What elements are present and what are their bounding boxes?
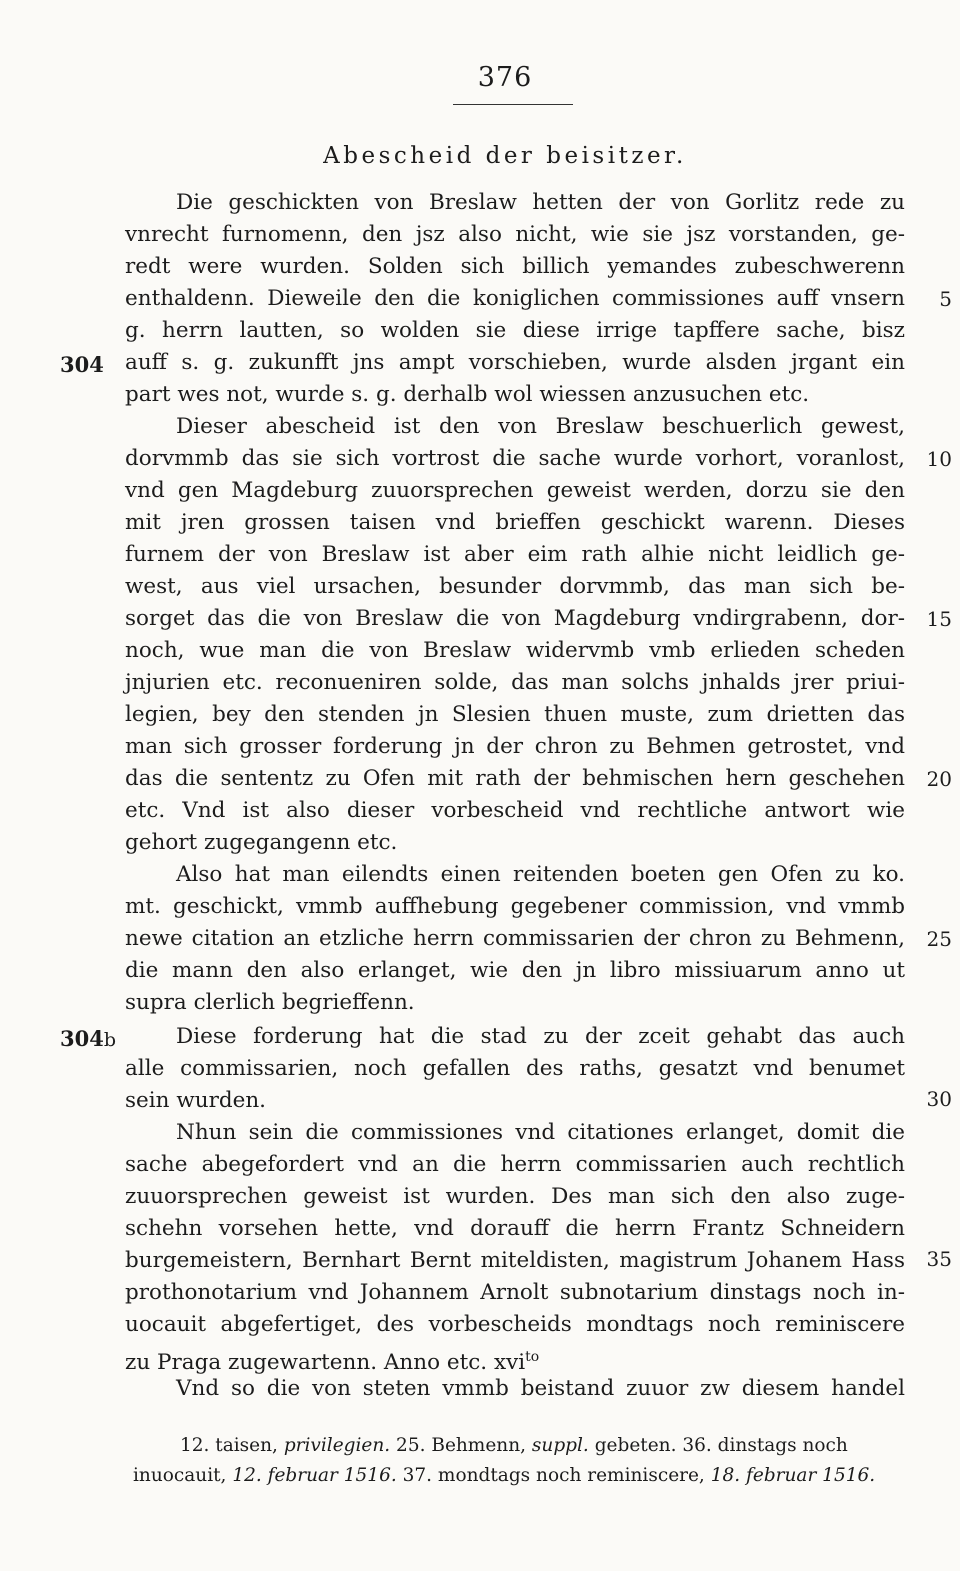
text-line: newe citation an etzliche herrn commissarien der chron zu Behmenn, bbox=[125, 926, 905, 951]
text-line: sorget das die von Breslaw die von Magdeburg vndirgrabenn, dor- bbox=[125, 606, 905, 631]
line-number: 35 bbox=[926, 1247, 952, 1271]
line-number: 30 bbox=[926, 1087, 952, 1111]
footnote-italic: privilegien. bbox=[283, 1435, 391, 1456]
text-line: enthaldenn. Dieweile den die koniglichen commissiones auff vnsern bbox=[125, 286, 905, 311]
text-fragment: zu Praga zugewartenn. Anno etc. xvi bbox=[125, 1350, 526, 1376]
text-line: noch, wue man die von Breslaw widervmb vmb erlieden scheden bbox=[125, 638, 905, 663]
text-line: zuuorsprechen geweist ist wurden. Des man sich den also zuge- bbox=[125, 1184, 905, 1209]
text-line: mit jren grossen taisen vnd brieffen geschickt warenn. Dieses bbox=[125, 510, 905, 535]
text-line bbox=[125, 1342, 905, 1378]
footnote: gebeten. 36. dinstags noch bbox=[594, 1435, 848, 1456]
text-line: vnd gen Magdeburg zuuorsprechen geweist werden, dorzu sie den bbox=[125, 478, 905, 503]
text-line: Diese forderung hat die stad zu der zceit gehabt das auch bbox=[176, 1024, 905, 1049]
text-line: vnrecht furnomenn, den jsz also nicht, wie sie jsz vorstanden, ge- bbox=[125, 222, 905, 247]
text-line: Dieser abescheid ist den von Breslaw beschuerlich gewest, bbox=[176, 414, 905, 439]
margin-reference-suffix: b bbox=[103, 1029, 117, 1051]
footnote: inuocauit, bbox=[133, 1465, 227, 1486]
text-line: man sich grosser forderung jn der chron zu Behmen getrostet, vnd bbox=[125, 734, 905, 759]
text-line: prothonotarium vnd Johannem Arnolt subnotarium dinstags noch in- bbox=[125, 1280, 905, 1305]
text-line: part wes not, wurde s. g. derhalb wol wiessen anzusuchen etc. bbox=[125, 382, 810, 407]
text-line: uocauit abgefertiget, des vorbescheids mondtags noch reminiscere bbox=[125, 1312, 905, 1337]
text-line: dorvmmb das sie sich vortrost die sache wurde vorhort, voranlost, bbox=[125, 446, 905, 471]
text-line: Nhun sein die commissiones vnd citationes erlanget, domit die bbox=[176, 1120, 905, 1145]
text-line: Die geschickten von Breslaw hetten der von Gorlitz rede zu bbox=[176, 190, 905, 215]
text-line: legien, bey den stenden jn Slesien thuen muste, zum drietten das bbox=[125, 702, 905, 727]
text-line: auff s. g. zukunfft jns ampt vorschieben, wurde alsden jrgant ein bbox=[125, 350, 905, 375]
text-line: das die sententz zu Ofen mit rath der behmischen hern geschehen bbox=[125, 766, 905, 791]
text-line: g. herrn lautten, so wolden sie diese irrige tapffere sache, bisz bbox=[125, 318, 905, 343]
line-number: 10 bbox=[926, 447, 952, 471]
footnote-line bbox=[180, 1432, 907, 1460]
line-number: 15 bbox=[926, 607, 952, 631]
text-line: burgemeistern, Bernhart Bernt miteldisten, magistrum Johanem Hass bbox=[125, 1248, 905, 1273]
text-line: mt. geschickt, vmmb auffhebung gegebener commission, vnd vmmb bbox=[125, 894, 905, 919]
text-line: alle commissarien, noch gefallen des raths, gesatzt vnd benumet bbox=[125, 1056, 905, 1081]
text-line: jnjurien etc. reconueniren solde, das man solchs jnhalds jrer priui- bbox=[125, 670, 905, 695]
line-number: 25 bbox=[926, 927, 952, 951]
superscript: to bbox=[525, 1349, 540, 1365]
section-heading: Abescheid der beisitzer. bbox=[323, 143, 687, 169]
text-line: sein wurden. bbox=[125, 1088, 267, 1113]
line-number: 20 bbox=[926, 767, 952, 791]
margin-reference: 304 bbox=[60, 352, 104, 377]
text-line: furnem der von Breslaw ist aber eim rath alhie nicht leidlich ge- bbox=[125, 542, 905, 567]
footnote-italic: suppl. bbox=[531, 1435, 589, 1456]
footnote-italic: 12. februar 1516. bbox=[232, 1465, 397, 1486]
page-number: 376 bbox=[477, 62, 533, 93]
text-line: die mann den also erlanget, wie den jn libro missiuarum anno ut bbox=[125, 958, 905, 983]
margin-reference bbox=[60, 1024, 116, 1055]
text-line: supra clerlich begrieffenn. bbox=[125, 990, 415, 1015]
footnote-italic: 18. februar 1516. bbox=[710, 1465, 876, 1486]
page-number-rule bbox=[453, 104, 573, 105]
margin-reference-number: 304 bbox=[60, 1026, 104, 1051]
line-number: 5 bbox=[939, 287, 952, 311]
text-line: sache abegefordert vnd an die herrn commissarien auch rechtlich bbox=[125, 1152, 905, 1177]
text-line: schehn vorsehen hette, vnd dorauff die herrn Frantz Schneidern bbox=[125, 1216, 905, 1241]
text-line: redt were wurden. Solden sich billich yemandes zubeschwerenn bbox=[125, 254, 905, 279]
footnote: 37. mondtags noch reminiscere, bbox=[402, 1465, 705, 1486]
text-line: etc. Vnd ist also dieser vorbescheid vnd rechtliche antwort wie bbox=[125, 798, 905, 823]
footnote: 12. taisen, bbox=[180, 1435, 278, 1456]
text-line: west, aus viel ursachen, besunder dorvmmb, das man sich be- bbox=[125, 574, 905, 599]
footnote: 25. Behmenn, bbox=[396, 1435, 527, 1456]
text-line: gehort zugegangenn etc. bbox=[125, 830, 398, 855]
text-line: Also hat man eilendts einen reitenden boeten gen Ofen zu ko. bbox=[176, 862, 905, 887]
text-line: Vnd so die von steten vmmb beistand zuuor zw diesem handel bbox=[176, 1376, 905, 1401]
footnote-line bbox=[133, 1462, 907, 1490]
